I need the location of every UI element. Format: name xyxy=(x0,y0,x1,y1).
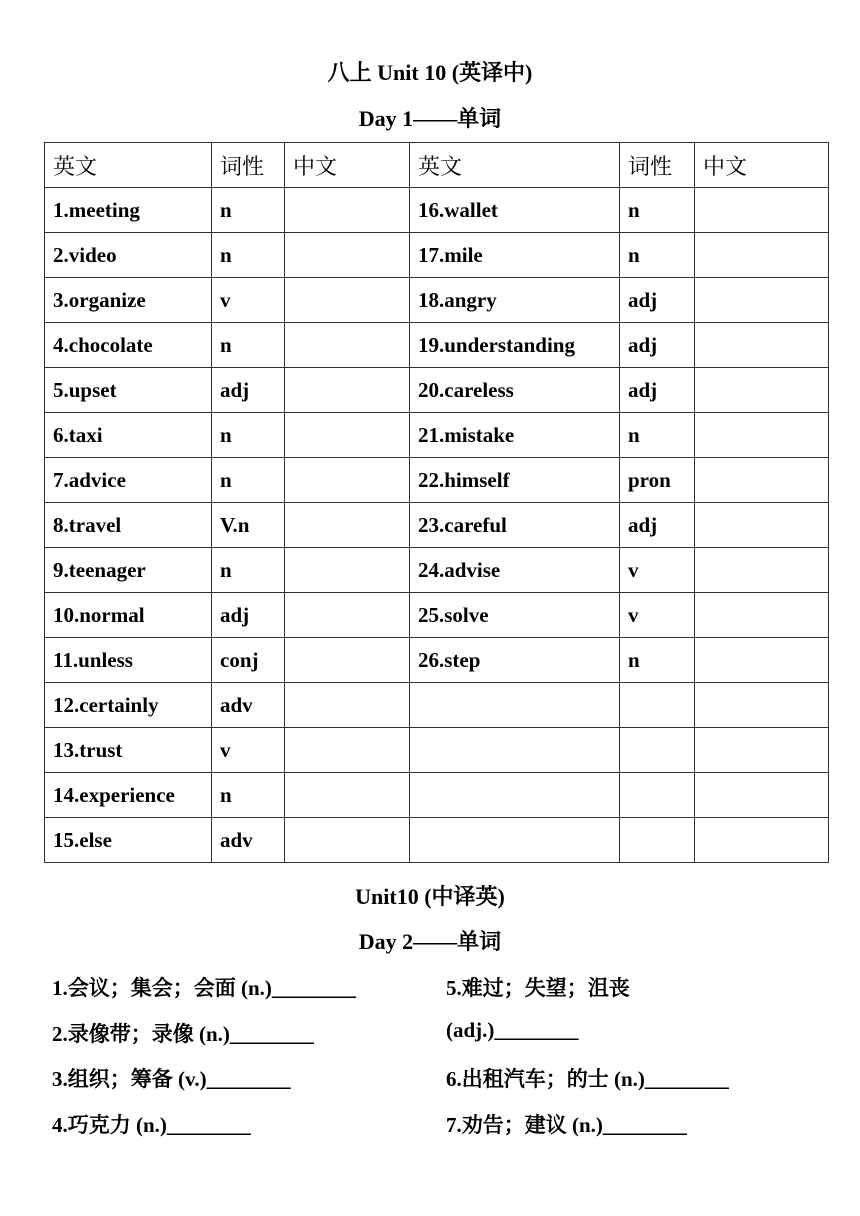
column-header-chinese: 中文 xyxy=(285,143,410,188)
chinese-answer-cell[interactable] xyxy=(695,368,829,413)
pos-cell: V.n xyxy=(212,503,285,548)
english-word-cell: 20.careless xyxy=(410,368,620,413)
english-word-cell: 3.organize xyxy=(45,278,212,323)
pos-cell: n xyxy=(212,458,285,503)
table-row xyxy=(45,638,829,683)
chinese-answer-cell[interactable] xyxy=(285,593,410,638)
english-word-cell: 4.chocolate xyxy=(45,323,212,368)
chinese-answer-cell[interactable] xyxy=(285,773,410,818)
table-row xyxy=(45,728,829,773)
table-row xyxy=(45,548,829,593)
vocab-table xyxy=(44,142,829,863)
chinese-answer-cell[interactable] xyxy=(285,818,410,863)
pos-cell: n xyxy=(212,548,285,593)
chinese-answer-cell[interactable] xyxy=(695,638,829,683)
exercise-item: 3.组织；筹备 (v.)________ xyxy=(52,1067,291,1091)
english-word-cell: 22.himself xyxy=(410,458,620,503)
exercise-item: 4.巧克力 (n.)________ xyxy=(52,1112,251,1137)
section2-title: Unit10 (中译英) xyxy=(355,884,505,909)
chinese-answer-cell[interactable] xyxy=(285,728,410,773)
english-word-cell: 1.meeting xyxy=(45,188,212,233)
table-row xyxy=(45,413,829,458)
table-row xyxy=(45,368,829,413)
english-word-cell: 10.normal xyxy=(45,593,212,638)
chinese-answer-cell[interactable] xyxy=(285,683,410,728)
english-word-cell: 14.experience xyxy=(45,773,212,818)
table-row xyxy=(45,683,829,728)
chinese-answer-cell[interactable] xyxy=(695,548,829,593)
exercise-row xyxy=(52,1103,832,1149)
exercise-item: 7.劝告；建议 (n.)________ xyxy=(446,1112,687,1137)
chinese-answer-cell[interactable] xyxy=(285,188,410,233)
english-word-cell: 12.certainly xyxy=(45,683,212,728)
table-row xyxy=(45,458,829,503)
english-word-cell xyxy=(410,728,620,773)
table-row xyxy=(45,773,829,818)
english-word-cell: 19.understanding xyxy=(410,323,620,368)
chinese-answer-cell[interactable] xyxy=(695,503,829,548)
english-word-cell: 26.step xyxy=(410,638,620,683)
table-row xyxy=(45,593,829,638)
pos-cell: n xyxy=(620,638,695,683)
english-word-cell: 9.teenager xyxy=(45,548,212,593)
exercise-row xyxy=(52,966,832,1012)
english-word-cell xyxy=(410,683,620,728)
chinese-answer-cell[interactable] xyxy=(285,278,410,323)
pos-cell: n xyxy=(212,323,285,368)
chinese-answer-cell[interactable] xyxy=(285,548,410,593)
pos-cell: n xyxy=(212,773,285,818)
pos-cell: adj xyxy=(620,323,695,368)
english-word-cell: 5.upset xyxy=(45,368,212,413)
exercise-item: 2.录像带；录像 (n.)________ xyxy=(52,1021,314,1046)
english-word-cell xyxy=(410,818,620,863)
chinese-answer-cell[interactable] xyxy=(695,278,829,323)
page-title: 八上 Unit 10 (英译中) xyxy=(327,60,533,85)
pos-cell: adj xyxy=(620,278,695,323)
pos-cell: adj xyxy=(212,593,285,638)
pos-cell: v xyxy=(212,278,285,323)
table-row xyxy=(45,188,829,233)
day1-subtitle: Day 1——单词 xyxy=(358,106,502,131)
english-word-cell: 11.unless xyxy=(45,638,212,683)
english-word-cell xyxy=(410,773,620,818)
pos-cell xyxy=(620,773,695,818)
day2-subtitle: Day 2——单词 xyxy=(358,929,502,954)
exercise-item: (adj.)________ xyxy=(446,1017,579,1042)
table-row xyxy=(45,233,829,278)
exercise-item: 5.难过；失望；沮丧 xyxy=(446,976,630,1000)
chinese-answer-cell[interactable] xyxy=(695,188,829,233)
column-header-english: 英文 xyxy=(410,143,620,188)
pos-cell: n xyxy=(212,188,285,233)
pos-cell: pron xyxy=(620,458,695,503)
chinese-answer-cell[interactable] xyxy=(695,728,829,773)
pos-cell: adj xyxy=(212,368,285,413)
pos-cell xyxy=(620,683,695,728)
pos-cell: n xyxy=(212,413,285,458)
table-row xyxy=(45,323,829,368)
column-header-pos: 词性 xyxy=(620,143,695,188)
pos-cell: n xyxy=(620,413,695,458)
table-row xyxy=(45,278,829,323)
chinese-answer-cell[interactable] xyxy=(695,593,829,638)
pos-cell: adj xyxy=(620,503,695,548)
pos-cell: v xyxy=(620,548,695,593)
pos-cell: adj xyxy=(620,368,695,413)
pos-cell: adv xyxy=(212,818,285,863)
chinese-answer-cell[interactable] xyxy=(285,323,410,368)
exercise-item: 6.出租汽车；的士 (n.)________ xyxy=(446,1067,729,1091)
english-word-cell: 8.travel xyxy=(45,503,212,548)
chinese-answer-cell[interactable] xyxy=(695,323,829,368)
chinese-answer-cell[interactable] xyxy=(695,818,829,863)
pos-cell xyxy=(620,728,695,773)
chinese-answer-cell[interactable] xyxy=(285,458,410,503)
table-row xyxy=(45,503,829,548)
english-word-cell: 2.video xyxy=(45,233,212,278)
column-header-pos: 词性 xyxy=(212,143,285,188)
chinese-answer-cell[interactable] xyxy=(695,413,829,458)
pos-cell: adv xyxy=(212,683,285,728)
pos-cell: n xyxy=(212,233,285,278)
english-word-cell: 16.wallet xyxy=(410,188,620,233)
english-word-cell: 21.mistake xyxy=(410,413,620,458)
chinese-answer-cell[interactable] xyxy=(695,458,829,503)
english-word-cell: 6.taxi xyxy=(45,413,212,458)
table-header-row xyxy=(45,143,829,188)
column-header-english: 英文 xyxy=(45,143,212,188)
exercise-row xyxy=(52,1012,832,1058)
english-word-cell: 15.else xyxy=(45,818,212,863)
english-word-cell: 25.solve xyxy=(410,593,620,638)
pos-cell: conj xyxy=(212,638,285,683)
chinese-answer-cell[interactable] xyxy=(285,233,410,278)
pos-cell: n xyxy=(620,188,695,233)
chinese-answer-cell[interactable] xyxy=(285,413,410,458)
exercise-row xyxy=(52,1057,832,1103)
chinese-answer-cell[interactable] xyxy=(285,638,410,683)
chinese-answer-cell[interactable] xyxy=(285,503,410,548)
english-word-cell: 24.advise xyxy=(410,548,620,593)
pos-cell: v xyxy=(620,593,695,638)
english-word-cell: 23.careful xyxy=(410,503,620,548)
exercise-item: 1.会议；集会；会面 (n.)________ xyxy=(52,976,356,1000)
pos-cell: v xyxy=(212,728,285,773)
column-header-chinese: 中文 xyxy=(695,143,829,188)
english-word-cell: 18.angry xyxy=(410,278,620,323)
translation-exercises xyxy=(52,966,832,1148)
pos-cell: n xyxy=(620,233,695,278)
pos-cell xyxy=(620,818,695,863)
english-word-cell: 13.trust xyxy=(45,728,212,773)
chinese-answer-cell[interactable] xyxy=(695,233,829,278)
english-word-cell: 7.advice xyxy=(45,458,212,503)
chinese-answer-cell[interactable] xyxy=(695,773,829,818)
chinese-answer-cell[interactable] xyxy=(695,683,829,728)
chinese-answer-cell[interactable] xyxy=(285,368,410,413)
english-word-cell: 17.mile xyxy=(410,233,620,278)
table-row xyxy=(45,818,829,863)
